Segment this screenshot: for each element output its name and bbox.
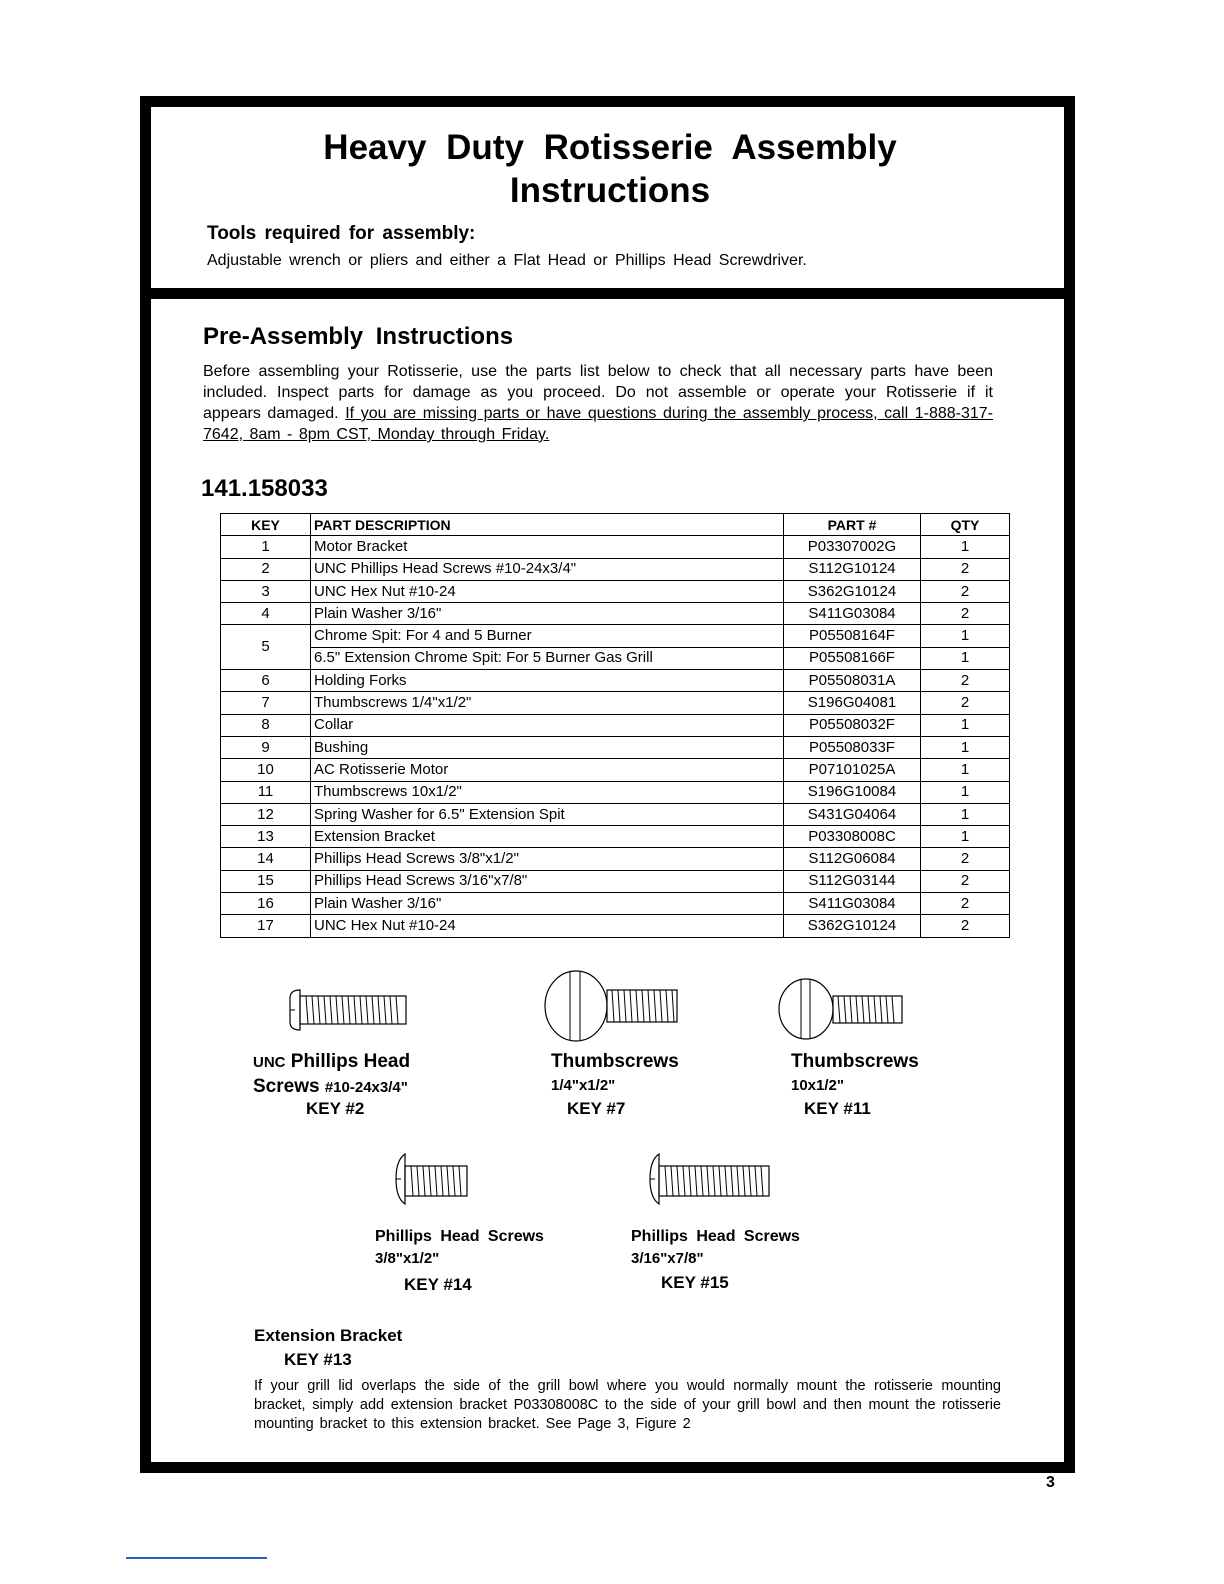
cell-description: UNC Hex Nut #10-24 xyxy=(311,915,784,937)
cell-key: 3 xyxy=(221,580,311,602)
cell-key: 13 xyxy=(221,826,311,848)
key7-name: Thumbscrews xyxy=(551,1051,679,1072)
cell-description: Plain Washer 3/16" xyxy=(311,893,784,915)
table-row xyxy=(221,915,1010,937)
parts-table-body xyxy=(221,536,1010,937)
cell-key: 8 xyxy=(221,714,311,736)
phillips-screw-small-icon xyxy=(393,1150,471,1208)
cell-qty: 1 xyxy=(921,647,1010,669)
table-row xyxy=(221,759,1010,781)
footer-link xyxy=(126,1557,267,1559)
key14-number: KEY #14 xyxy=(404,1275,472,1294)
table-row xyxy=(221,580,1010,602)
phillips-screw-icon xyxy=(286,986,410,1034)
cell-part-number: S411G03084 xyxy=(784,603,921,625)
thumbscrew-icon xyxy=(542,968,682,1044)
cell-key: 15 xyxy=(221,870,311,892)
cell-part-number: S431G04064 xyxy=(784,803,921,825)
cell-qty: 1 xyxy=(921,803,1010,825)
table-row xyxy=(221,893,1010,915)
key7-label xyxy=(551,1050,679,1098)
cell-part-number: P05508031A xyxy=(784,670,921,692)
cell-key: 1 xyxy=(221,536,311,558)
key15-size: 3/16"x7/8" xyxy=(631,1250,704,1267)
table-row xyxy=(221,603,1010,625)
cell-part-number: S112G03144 xyxy=(784,870,921,892)
pre-assembly-heading: Pre-Assembly Instructions xyxy=(203,323,514,350)
pre-assembly-text xyxy=(203,361,993,445)
table-row xyxy=(221,558,1010,580)
key2-name: Phillips Head xyxy=(290,1051,411,1072)
cell-description: Plain Washer 3/16" xyxy=(311,603,784,625)
table-row xyxy=(221,714,1010,736)
cell-part-number: P03308008C xyxy=(784,826,921,848)
cell-qty: 1 xyxy=(921,714,1010,736)
title-line-1: Heavy Duty Rotisserie Assembly xyxy=(323,128,897,167)
key7-size: 1/4"x1/2" xyxy=(551,1077,616,1094)
cell-part-number: S362G10124 xyxy=(784,580,921,602)
key2-number: KEY #2 xyxy=(306,1099,365,1118)
cell-qty: 1 xyxy=(921,781,1010,803)
cell-part-number: P05508032F xyxy=(784,714,921,736)
cell-key: 16 xyxy=(221,893,311,915)
page-number: 3 xyxy=(1046,1474,1055,1491)
extension-bracket-text: If your grill lid overlaps the side of the grill bowl where you would normally mount the rotisserie mounting bracket, simply add extension bracket P03308008C to the side of your grill bowl and then mount the rotisserie mounting bracket to this extension bracket. See Page 3, Figure 2 xyxy=(254,1378,1001,1432)
cell-key: 7 xyxy=(221,692,311,714)
cell-qty: 2 xyxy=(921,603,1010,625)
cell-key: 10 xyxy=(221,759,311,781)
section-divider xyxy=(140,288,1075,299)
cell-description: Thumbscrews 1/4"x1/2" xyxy=(311,692,784,714)
cell-part-number: S196G04081 xyxy=(784,692,921,714)
cell-part-number: S411G03084 xyxy=(784,893,921,915)
cell-description: 6.5" Extension Chrome Spit: For 5 Burner Gas Grill xyxy=(311,647,784,669)
cell-qty: 2 xyxy=(921,670,1010,692)
key15-number: KEY #15 xyxy=(661,1273,729,1292)
key11-size: 10x1/2" xyxy=(791,1077,844,1094)
key14-name: Phillips Head Screws xyxy=(375,1228,544,1245)
table-row xyxy=(221,803,1010,825)
table-row xyxy=(221,536,1010,558)
cell-description: Motor Bracket xyxy=(311,536,784,558)
key11-name: Thumbscrews xyxy=(791,1051,919,1072)
key7-number: KEY #7 xyxy=(567,1099,626,1118)
table-row xyxy=(221,736,1010,758)
cell-part-number: S112G10124 xyxy=(784,558,921,580)
tools-text: Adjustable wrench or pliers and either a Flat Head or Phillips Head Screwdriver. xyxy=(207,252,807,269)
header-key: KEY xyxy=(221,514,311,536)
key2-prefix: UNC xyxy=(253,1054,286,1071)
cell-description: Bushing xyxy=(311,736,784,758)
cell-key: 11 xyxy=(221,781,311,803)
cell-description: Phillips Head Screws 3/8"x1/2" xyxy=(311,848,784,870)
key11-label xyxy=(791,1050,919,1098)
table-header-row xyxy=(221,514,1010,536)
table-row xyxy=(221,848,1010,870)
cell-description: Holding Forks xyxy=(311,670,784,692)
model-number: 141.158033 xyxy=(201,475,328,502)
key14-size: 3/8"x1/2" xyxy=(375,1250,440,1267)
cell-key: 12 xyxy=(221,803,311,825)
key15-name: Phillips Head Screws xyxy=(631,1228,800,1245)
page-title xyxy=(160,126,1060,212)
cell-description: UNC Hex Nut #10-24 xyxy=(311,580,784,602)
cell-qty: 1 xyxy=(921,736,1010,758)
cell-part-number: P05508033F xyxy=(784,736,921,758)
cell-part-number: S112G06084 xyxy=(784,848,921,870)
cell-description: Thumbscrews 10x1/2" xyxy=(311,781,784,803)
cell-description: Phillips Head Screws 3/16"x7/8" xyxy=(311,870,784,892)
key2-size: #10-24x3/4" xyxy=(324,1079,408,1096)
key11-number: KEY #11 xyxy=(804,1099,871,1118)
cell-key: 2 xyxy=(221,558,311,580)
header-qty: QTY xyxy=(921,514,1010,536)
header-part-number: PART # xyxy=(784,514,921,536)
cell-description: Spring Washer for 6.5" Extension Spit xyxy=(311,803,784,825)
parts-table xyxy=(220,513,1010,938)
cell-description: Chrome Spit: For 4 and 5 Burner xyxy=(311,625,784,647)
cell-key: 14 xyxy=(221,848,311,870)
cell-qty: 2 xyxy=(921,893,1010,915)
cell-key: 9 xyxy=(221,736,311,758)
cell-qty: 1 xyxy=(921,625,1010,647)
cell-description: Extension Bracket xyxy=(311,826,784,848)
cell-description: Collar xyxy=(311,714,784,736)
cell-part-number: P03307002G xyxy=(784,536,921,558)
key2-line2: Screws xyxy=(253,1076,320,1097)
table-row xyxy=(221,625,1010,647)
extension-bracket-label: Extension Bracket xyxy=(254,1326,403,1345)
table-row xyxy=(221,647,1010,669)
cell-qty: 2 xyxy=(921,692,1010,714)
thumbscrew-small-icon xyxy=(776,976,906,1042)
table-row xyxy=(221,670,1010,692)
cell-key: 5 xyxy=(221,625,311,670)
tools-heading: Tools required for assembly: xyxy=(207,223,476,244)
cell-qty: 2 xyxy=(921,848,1010,870)
table-row xyxy=(221,870,1010,892)
title-line-2: Instructions xyxy=(509,171,711,210)
cell-qty: 1 xyxy=(921,826,1010,848)
key14-label xyxy=(375,1226,544,1270)
cell-qty: 2 xyxy=(921,580,1010,602)
table-row xyxy=(221,781,1010,803)
phillips-screw-long-icon xyxy=(647,1150,773,1208)
key2-label xyxy=(253,1050,410,1100)
cell-part-number: P07101025A xyxy=(784,759,921,781)
header-description: PART DESCRIPTION xyxy=(311,514,784,536)
cell-part-number: P05508164F xyxy=(784,625,921,647)
cell-description: UNC Phillips Head Screws #10-24x3/4" xyxy=(311,558,784,580)
contact-info: If you are missing parts or have questions during the assembly process, call 1-888-317-7642, 8am - 8pm CST, Monday through Friday. xyxy=(203,405,994,443)
cell-key: 6 xyxy=(221,670,311,692)
cell-qty: 1 xyxy=(921,536,1010,558)
cell-qty: 2 xyxy=(921,915,1010,937)
cell-part-number: S362G10124 xyxy=(784,915,921,937)
cell-qty: 2 xyxy=(921,558,1010,580)
cell-qty: 1 xyxy=(921,759,1010,781)
extension-bracket-key: KEY #13 xyxy=(284,1350,352,1369)
table-row xyxy=(221,692,1010,714)
cell-description: AC Rotisserie Motor xyxy=(311,759,784,781)
pre-assembly-body: Before assembling your Rotisserie, use the parts list below to check that all necessary parts have been included. Inspect parts for damage as you proceed. Do not assemble or operate your Rotisserie if it appears damaged. xyxy=(203,363,993,422)
cell-part-number: P05508166F xyxy=(784,647,921,669)
table-row xyxy=(221,826,1010,848)
cell-key: 17 xyxy=(221,915,311,937)
cell-part-number: S196G10084 xyxy=(784,781,921,803)
cell-key: 4 xyxy=(221,603,311,625)
cell-qty: 2 xyxy=(921,870,1010,892)
key15-label xyxy=(631,1226,800,1270)
